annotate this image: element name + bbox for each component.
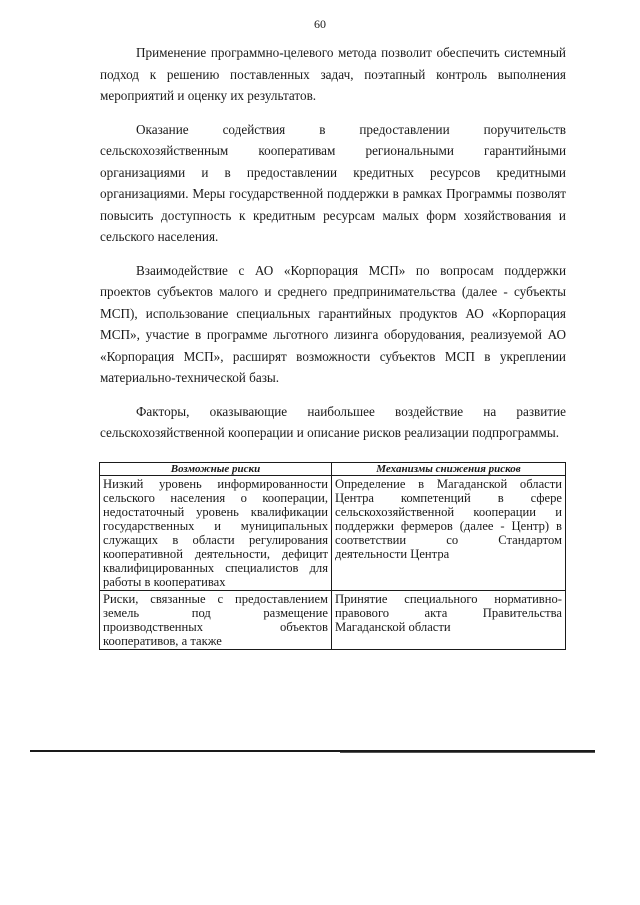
risk-cell: Риски, связанные с предоставлением земель под размещение производственных объектов кооперативов, а также [100,591,332,650]
table-header-row [100,463,566,476]
paragraph-risk-factors: Факторы, оказывающие наибольшее воздействие на развитие сельскохозяйственной кооперации и описание рисков реализации подпрограммы. [100,403,566,440]
body-text [100,42,566,444]
mechanism-cell: Принятие специального нормативно-правового акта Правительства Магаданской области [332,591,566,650]
page-number: 60 [314,17,326,31]
paragraph-guarantee-support: Оказание содействия в предоставлении поручительств сельскохозяйственным кооперативам региональными гарантийными организациями и в предоставлении кредитных ресурсов кредитными организациями. Меры государственной поддержки в рамках Программы позволят повысить доступность к кредитным ресурсам малых форм хозяйствования и сельского населения. [100,121,566,244]
risk-table [99,462,566,650]
paragraph-program-target-method: Применение программно-целевого метода позволит обеспечить системный подход к решению поставленных задач, поэтапный контроль выполнения мероприятий и оценку их результатов. [100,45,566,103]
header-possible-risks: Возможные риски [100,463,332,476]
risk-cell: Низкий уровень информированности сельского населения о кооперации, недостаточный уровень квалификации государственных и муниципальных служащих в области регулирования кооперативной деятельности, дефицит квалифицированных специалистов для работы в кооперативах [100,476,332,591]
mechanism-cell: Определение в Магаданской области Центра компетенций в сфере сельскохозяйственной кооперации и поддержки фермеров (далее - Центр) в соответствии со Стандартом деятельности Центра [332,476,566,591]
paragraph-msp-corporation: Взаимодействие с АО «Корпорация МСП» по вопросам поддержки проектов субъектов малого и среднего предпринимательства (далее - субъекты МСП), использование специальных гарантийных продуктов АО «Корпорация МСП», участие в программе льготного лизинга оборудования, реализуемой АО «Корпорация МСП», расширят возможности субъектов МСП в укреплении материально-технической базы. [100,262,566,385]
table-row [100,591,566,650]
header-risk-mitigation: Механизмы снижения рисков [332,463,566,476]
table-row [100,476,566,591]
footer-rule-thin [340,752,595,753]
